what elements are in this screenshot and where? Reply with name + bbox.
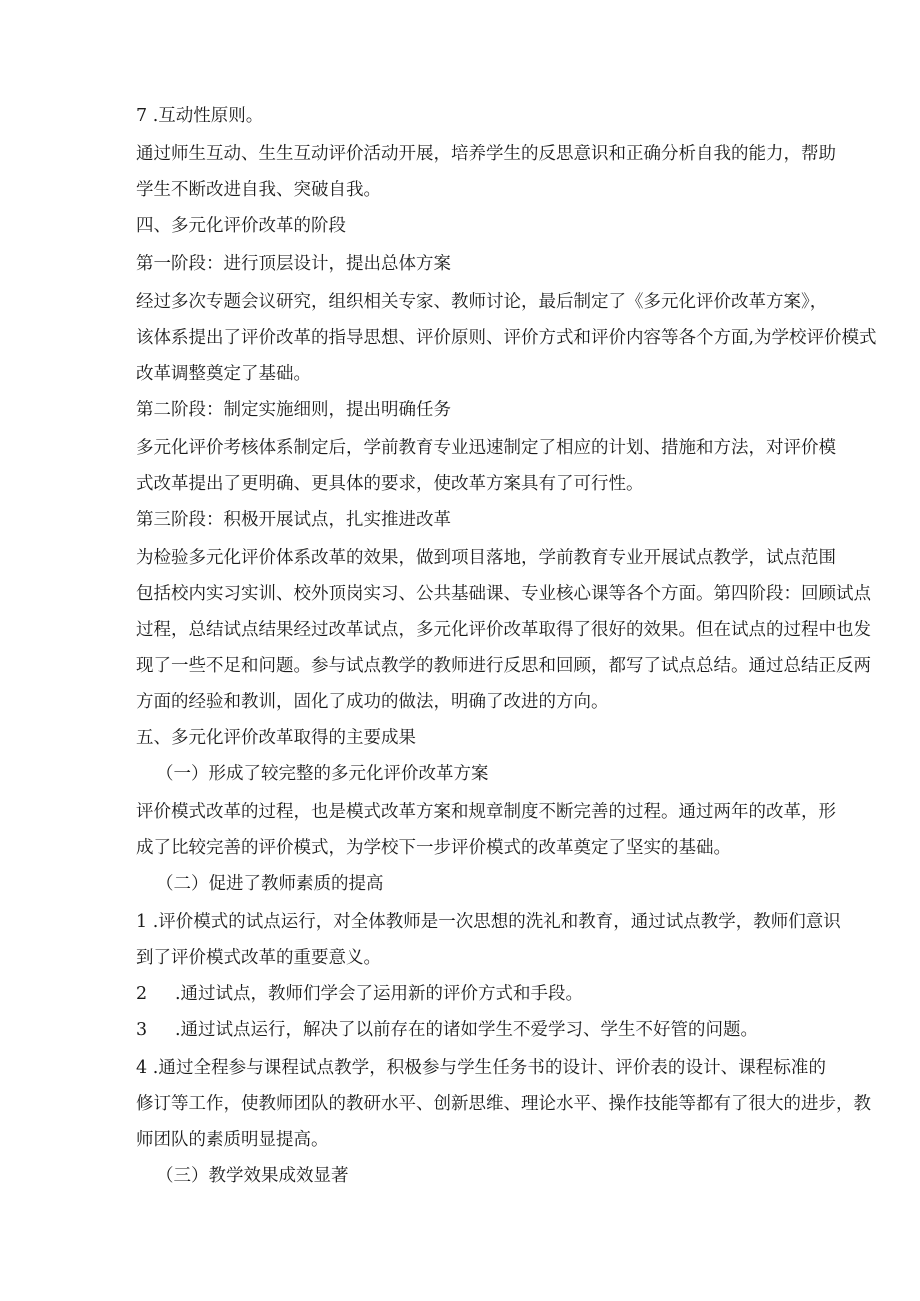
list-item-1: 1 .评价模式的试点运行，对全体教师是一次思想的洗礼和教育，通过试点教学，教师们意识: [136, 912, 841, 932]
section-heading-5: 五、多元化评价改革取得的主要成果: [136, 728, 416, 748]
list-item-4-cont: 修订等工作，使教师团队的教研水平、创新思维、理论水平、操作技能等都有了很大的进步，教: [136, 1094, 871, 1114]
section-heading-4: 四、多元化评价改革的阶段: [136, 216, 346, 236]
paragraph-line: 方面的经验和教训，固化了成功的做法，明确了改进的方向。: [136, 692, 609, 712]
list-item-1-cont: 到了评价模式改革的重要意义。: [136, 948, 381, 968]
paragraph-line: 学生不断改进自我、突破自我。: [136, 180, 381, 200]
subsection-heading-1: （一）形成了较完整的多元化评价改革方案: [156, 764, 489, 784]
stage-1-heading: 第一阶段：进行顶层设计，提出总体方案: [136, 254, 451, 274]
paragraph-line: 评价模式改革的过程，也是模式改革方案和规章制度不断完善的过程。通过两年的改革，形: [136, 802, 836, 822]
list-item-2: 2 .通过试点，教师们学会了运用新的评价方式和手段。: [136, 984, 584, 1004]
paragraph-line: 现了一些不足和问题。参与试点教学的教师进行反思和回顾，都写了试点总结。通过总结正反两: [136, 656, 871, 676]
subsection-heading-2: （二）促进了教师素质的提高: [156, 874, 384, 894]
paragraph-line: 为检验多元化评价体系改革的效果，做到项目落地，学前教育专业开展试点教学，试点范围: [136, 548, 836, 568]
paragraph-line: 通过师生互动、生生互动评价活动开展，培养学生的反思意识和正确分析自我的能力，帮助: [136, 144, 836, 164]
paragraph-line: 成了比较完善的评价模式，为学校下一步评价模式的改革奠定了坚实的基础。: [136, 838, 731, 858]
paragraph-line: 包括校内实习实训、校外顶岗实习、公共基础课、专业核心课等各个方面。第四阶段：回顾试点: [136, 584, 871, 604]
paragraph-line: 多元化评价考核体系制定后，学前教育专业迅速制定了相应的计划、措施和方法，对评价模: [136, 438, 836, 458]
list-item-4-cont: 师团队的素质明显提高。: [136, 1130, 329, 1150]
list-item-7: 7 .互动性原则。: [136, 106, 264, 126]
subsection-heading-3: （三）教学效果成效显著: [156, 1166, 349, 1186]
paragraph-line: 式改革提出了更明确、更具体的要求，使改革方案具有了可行性。: [136, 474, 644, 494]
stage-3-heading: 第三阶段：积极开展试点，扎实推进改革: [136, 510, 451, 530]
paragraph-line: 经过多次专题会议研究，组织相关专家、教师讨论，最后制定了《多元化评价改革方案》，: [136, 292, 828, 312]
stage-2-heading: 第二阶段：制定实施细则，提出明确任务: [136, 400, 451, 420]
list-item-3: 3 .通过试点运行，解决了以前存在的诸如学生不爱学习、学生不好管的问题。: [136, 1020, 759, 1040]
list-item-4: 4 .通过全程参与课程试点教学，积极参与学生任务书的设计、评价表的设计、课程标准的: [136, 1058, 826, 1078]
paragraph-line: 改革调整奠定了基础。: [136, 364, 311, 384]
paragraph-line: 该体系提出了评价改革的指导思想、评价原则、评价方式和评价内容等各个方面,为学校评价模式: [136, 328, 877, 348]
paragraph-line: 过程，总结试点结果经过改革试点，多元化评价改革取得了很好的效果。但在试点的过程中也发: [136, 620, 871, 640]
